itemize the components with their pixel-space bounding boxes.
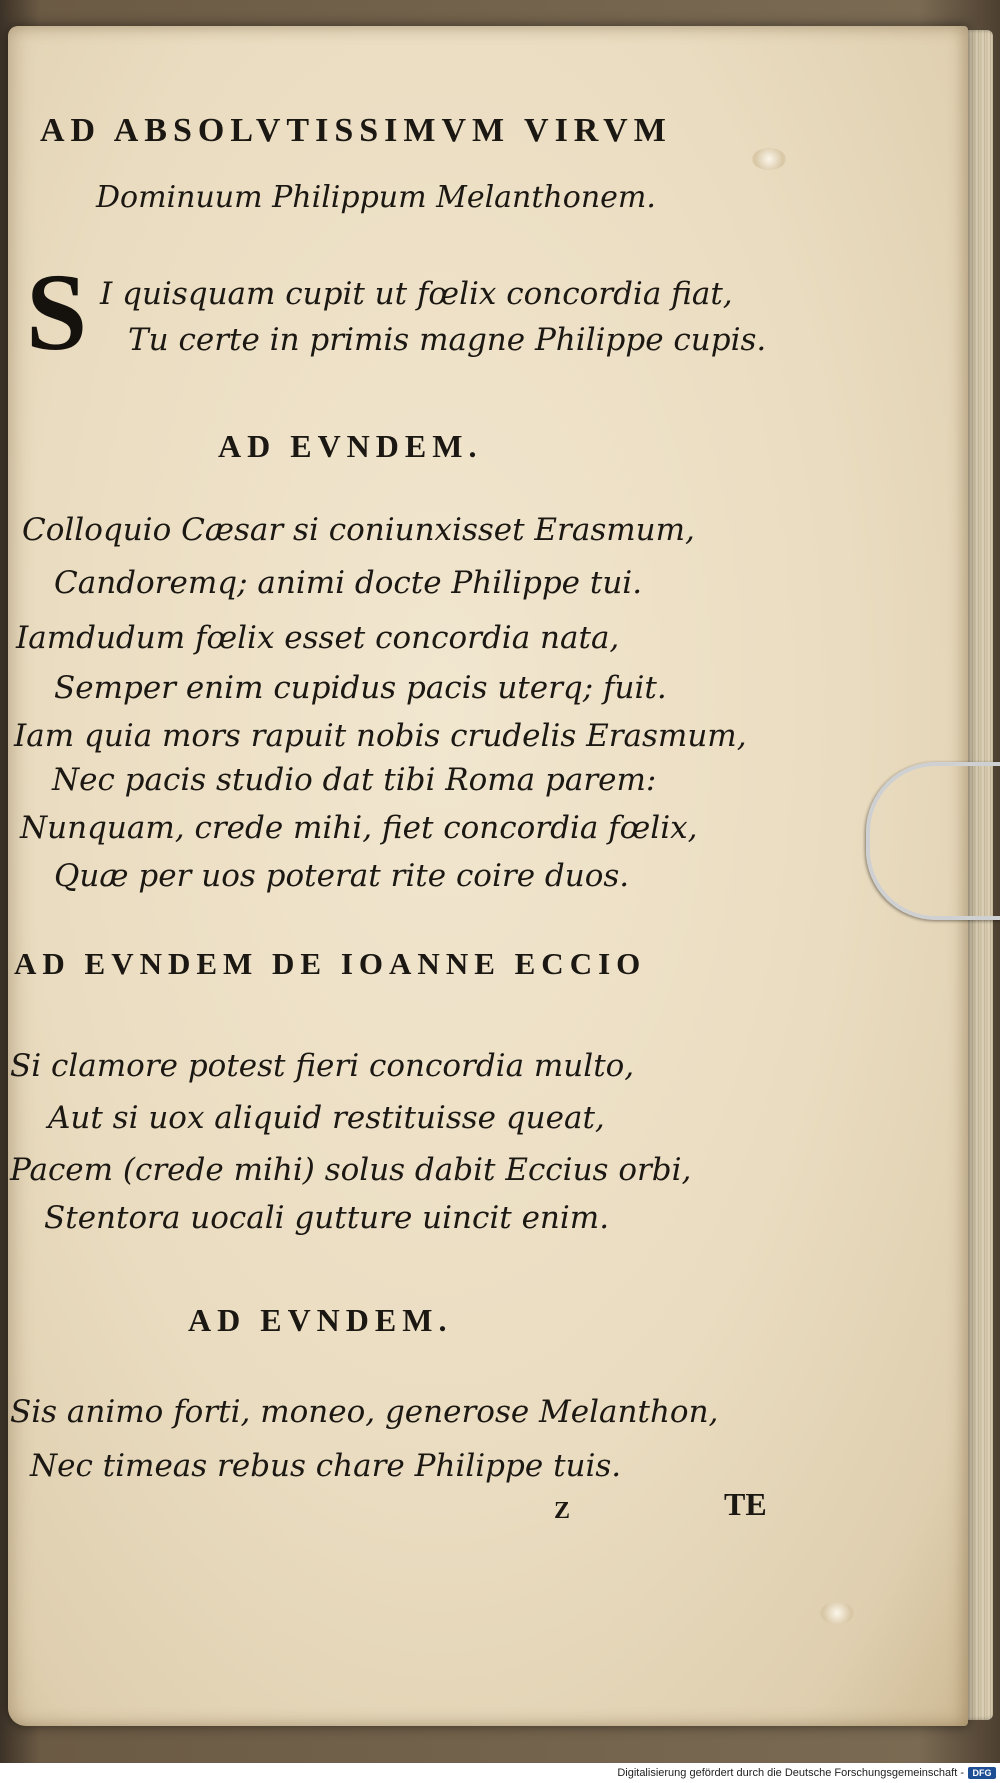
paper-clip <box>866 762 1000 920</box>
verse-line: I quisquam cupit ut fœlix concordia fiat, <box>100 276 733 312</box>
verse-line: Iamdudum fœlix esset concordia nata, <box>16 620 620 656</box>
paper-damage <box>820 1602 854 1624</box>
verse-line: Tu certe in primis magne Philippe cupis. <box>128 322 767 358</box>
verse-line: Quæ per uos poterat rite coire duos. <box>54 858 630 894</box>
title-line-1: AD ABSOLVTISSIMVM VIRVM <box>40 112 672 149</box>
signature-mark: Z <box>554 1498 571 1524</box>
verse-line: Nec pacis studio dat tibi Roma parem: <box>52 762 657 798</box>
verse-line: Nec timeas rebus chare Philippe tuis. <box>30 1448 622 1484</box>
verse-line: Iam quia mors rapuit nobis crudelis Erasmum, <box>14 718 747 754</box>
footer-credit: Digitalisierung gefördert durch die Deutsche Forschungsgemeinschaft - <box>617 1767 964 1779</box>
verse-line: Nunquam, crede mihi, fiet concordia fœlix, <box>20 810 698 846</box>
verse-line: Colloquio Cæsar si coniunxisset Erasmum, <box>22 512 695 548</box>
verse-line: Aut si uox aliquid restituisse queat, <box>48 1100 605 1136</box>
section-heading: AD EVNDEM DE IOANNE ECCIO <box>14 946 647 981</box>
verse-line: Stentora uocali gutture uincit enim. <box>44 1200 610 1236</box>
catchword: TE <box>724 1486 767 1522</box>
verse-line: Semper enim cupidus pacis uterq; fuit. <box>54 670 667 706</box>
verse-line: Candoremq; animi docte Philippe tui. <box>54 565 643 601</box>
paper-damage <box>752 148 786 170</box>
section-heading: AD EVNDEM. <box>218 428 483 464</box>
verse-line: Pacem (crede mihi) solus dabit Eccius orbi, <box>10 1152 692 1188</box>
title-line-2: Dominuum Philippum Melanthonem. <box>96 180 656 215</box>
verse-line: Sis animo forti, moneo, generose Melanthon, <box>10 1394 719 1430</box>
section-heading: AD EVNDEM. <box>188 1302 453 1338</box>
drop-capital: S <box>26 251 88 373</box>
dfg-logo: DFG <box>968 1767 996 1779</box>
verse-line: Si clamore potest fieri concordia multo, <box>10 1048 635 1084</box>
digitization-footer <box>0 1763 1000 1783</box>
